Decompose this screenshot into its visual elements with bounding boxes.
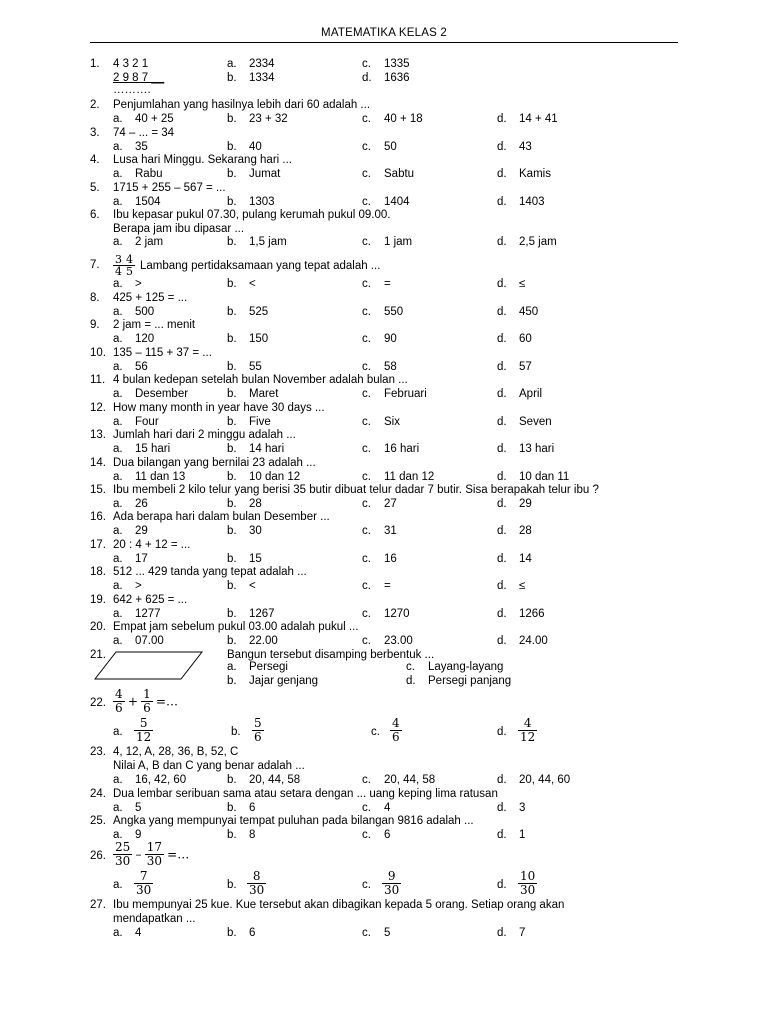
question (0, 593, 768, 607)
question-21-opts-row2 (0, 674, 768, 688)
option-b[interactable]: b. 1334 (227, 72, 275, 84)
option-a[interactable]: a. 07.00 (113, 635, 164, 647)
question-options (0, 195, 768, 209)
question-number: 24. (90, 788, 106, 800)
option-d[interactable]: d. Seven (497, 416, 552, 428)
question-21-opts-row1 (0, 660, 768, 674)
option-b[interactable]: b. 22.00 (227, 635, 278, 647)
option-b[interactable]: b. 8 (227, 829, 256, 841)
fraction: $\frac{1}{6}$ (143, 687, 151, 715)
question-number: 18. (90, 566, 106, 578)
option-a[interactable]: a. 15 hari (113, 443, 171, 455)
question-expression: $\frac{25}{30}$ – $\frac{17}{30}$ =… (115, 840, 190, 868)
option-a[interactable]: a. Rabu (113, 168, 163, 180)
option-b[interactable]: b. 525 (227, 306, 269, 318)
question (0, 538, 768, 552)
question-number: 5. (90, 182, 100, 194)
question-26-options (0, 870, 768, 900)
option-a[interactable]: a. 1504 (113, 196, 161, 208)
option-b[interactable]: b. 23 + 32 (227, 113, 288, 125)
option-a[interactable]: a. Four (113, 416, 159, 428)
option-a[interactable]: a. Persegi (227, 661, 288, 673)
question (0, 98, 768, 112)
question-text: 135 – 115 + 37 = ... (113, 347, 212, 359)
option-c[interactable]: c. 11 dan 12 (362, 471, 435, 483)
option-d[interactable]: d. Kamis (497, 168, 551, 180)
question-number: 13. (90, 429, 106, 441)
question-options (0, 634, 768, 648)
option-c[interactable]: $\frac{4}{6}$ (392, 716, 400, 744)
option-b[interactable]: b. Five (227, 416, 271, 428)
question-1 (0, 57, 768, 71)
option-a[interactable]: a. 4 (113, 927, 142, 939)
option-a-label[interactable]: a. (113, 879, 123, 891)
question-number: 15. (90, 484, 106, 496)
option-a[interactable]: a. 120 (113, 333, 155, 345)
question-options (0, 167, 768, 181)
question-number: 12. (90, 402, 106, 414)
option-d[interactable]: d. 14 (497, 553, 532, 565)
option-d[interactable]: d. 10 dan 11 (497, 471, 570, 483)
option-a[interactable]: a. 2 jam (113, 236, 164, 248)
option-c[interactable]: c. Layang-layang (406, 661, 504, 673)
option-d[interactable]: d. 28 (497, 525, 532, 537)
question-number: 7. (90, 259, 100, 271)
option-c[interactable]: c. 58 (362, 361, 397, 373)
question-number: 17. (90, 539, 106, 551)
question-text: Penjumlahan yang hasilnya lebih dari 60 adalah ... (113, 99, 371, 111)
option-d[interactable]: d. 1636 (362, 72, 410, 84)
question (0, 126, 768, 140)
question-text: 425 + 125 = ... (113, 292, 188, 304)
question-options (0, 773, 768, 787)
question-text: 4, 12, A, 28, 36, B, 52, C (113, 746, 239, 758)
option-c[interactable]: c. Sabtu (362, 168, 415, 180)
option-d[interactable]: d. 14 + 41 (497, 113, 558, 125)
option-a[interactable]: a. 26 (113, 498, 148, 510)
option-d[interactable]: d. 450 (497, 306, 539, 318)
question (0, 787, 768, 801)
answer-blank: ………. (113, 84, 151, 96)
question (0, 814, 768, 828)
question-options (0, 305, 768, 319)
question (0, 428, 768, 442)
option-a[interactable]: a. 5 (113, 802, 142, 814)
fraction: $\frac{3}{4}$ (115, 253, 122, 278)
question-text: 2 9 8 7 __ (113, 72, 165, 84)
question (0, 565, 768, 579)
option-d[interactable]: d. 13 hari (497, 443, 555, 455)
question (0, 483, 768, 497)
option-d[interactable]: $\frac{10}{30}$ (520, 869, 536, 897)
option-b[interactable]: b. 6 (227, 927, 256, 939)
question-number: 16. (90, 511, 106, 523)
option-d[interactable]: d. 60 (497, 333, 532, 345)
question-text: 20 : 4 + 12 = ... (113, 539, 191, 551)
option-c[interactable]: c. 20, 44, 58 (362, 774, 436, 786)
question-text: Ibu kepasar pukul 07.30, pulang kerumah pukul 09.00. (113, 209, 391, 221)
option-b[interactable]: b. < (227, 580, 256, 592)
option-c[interactable]: c. = (362, 278, 391, 290)
option-a[interactable]: a. 16, 42, 60 (113, 774, 187, 786)
option-c[interactable]: c. 1335 (362, 58, 410, 70)
question-number: 8. (90, 292, 100, 304)
question-number: 27. (90, 899, 106, 911)
question (0, 208, 768, 222)
question-26 (0, 841, 768, 871)
question-options (0, 112, 768, 126)
question-number: 10. (90, 347, 106, 359)
option-a[interactable]: a. > (113, 278, 142, 290)
question-text: How many month in year have 30 days ... (113, 402, 325, 414)
question-text: Nilai A, B dan C yang benar adalah ... (113, 760, 305, 772)
option-c-label[interactable]: c. (371, 726, 380, 738)
question-text: Ada berapa hari dalam bulan Desember ... (113, 511, 330, 523)
question (0, 401, 768, 415)
question-text: Ibu mempunyai 25 kue. Kue tersebut akan dibagikan kepada 5 orang. Setiap orang akan (113, 899, 565, 911)
option-c-label[interactable]: c. (362, 879, 371, 891)
question-text: 2 jam = ... menit (113, 319, 196, 331)
question-text: 512 ... 429 tanda yang tepat adalah ... (113, 566, 307, 578)
option-a[interactable]: a. 35 (113, 141, 148, 153)
option-c[interactable]: c. = (362, 580, 391, 592)
question-number: 9. (90, 319, 100, 331)
option-d[interactable]: d. 2,5 jam (497, 236, 557, 248)
question-options (0, 607, 768, 621)
question-options (0, 332, 768, 346)
option-d[interactable]: d. Persegi panjang (406, 675, 512, 687)
option-c[interactable]: c. 50 (362, 141, 397, 153)
question-options (0, 442, 768, 456)
option-a[interactable]: a. 11 dan 13 (113, 471, 186, 483)
option-d[interactable]: d. 20, 44, 60 (497, 774, 571, 786)
option-b[interactable]: b. 1303 (227, 196, 275, 208)
question-options (0, 387, 768, 401)
question-number: 4. (90, 154, 100, 166)
option-b[interactable]: b. < (227, 278, 256, 290)
question-options (0, 552, 768, 566)
question-options (0, 579, 768, 593)
option-c[interactable]: c. 31 (362, 525, 397, 537)
question-text: Jumlah hari dari 2 minggu adalah ... (113, 429, 296, 441)
option-d[interactable]: d. ≤ (497, 580, 526, 592)
option-c[interactable]: c. 1270 (362, 608, 410, 620)
option-c[interactable]: c. 1 jam (362, 236, 413, 248)
question-1-line3 (0, 83, 768, 97)
question-text: Dua lembar seribuan sama atau setara dengan ... uang keping lima ratusan (113, 788, 498, 800)
option-d[interactable]: d. 43 (497, 141, 532, 153)
option-a[interactable]: a. 1277 (113, 608, 161, 620)
option-b[interactable]: b. 14 hari (227, 443, 285, 455)
question-text: 74 – ... = 34 (113, 127, 175, 139)
question-number: 22. (90, 697, 106, 709)
question-27 (0, 898, 768, 912)
question-options (0, 277, 768, 291)
option-b[interactable]: $\frac{8}{30}$ (249, 869, 265, 897)
option-b[interactable]: b. 10 dan 12 (227, 471, 301, 483)
option-b[interactable]: b. 30 (227, 525, 262, 537)
option-d[interactable]: d. 1266 (497, 608, 545, 620)
question-number: 3. (90, 127, 100, 139)
option-a[interactable]: a. 29 (113, 525, 148, 537)
option-c[interactable]: $\frac{9}{30}$ (384, 869, 400, 897)
question (0, 253, 768, 278)
question-text: Lusa hari Minggu. Sekarang hari ... (113, 154, 292, 166)
option-a[interactable]: a. 500 (113, 306, 155, 318)
question-options (0, 524, 768, 538)
option-b[interactable]: b. 150 (227, 333, 269, 345)
option-b-label[interactable]: b. (231, 726, 241, 738)
question-text: Dua bilangan yang bernilai 23 adalah ... (113, 457, 316, 469)
question (0, 745, 768, 759)
question-22-options (0, 717, 768, 747)
option-a[interactable]: $\frac{5}{12}$ (136, 716, 152, 744)
question-text: Ibu membeli 2 kilo telur yang berisi 35 butir dibuat telur dadar 7 butir. Sisa berapakah telur ibu ? (113, 484, 599, 496)
option-d[interactable]: d. 7 (497, 927, 526, 939)
question-text: Berapa jam ibu dipasar ... (113, 223, 245, 235)
option-a[interactable]: a. 56 (113, 361, 148, 373)
question-text: 642 + 625 = ... (113, 594, 188, 606)
option-b[interactable]: b. 15 (227, 553, 262, 565)
question-number: 1. (90, 58, 100, 70)
question-number: 20. (90, 621, 106, 633)
question-text: 1715 + 255 – 567 = ... (113, 182, 226, 194)
option-c[interactable]: c. 4 (362, 802, 391, 814)
question-text: 4 bulan kedepan setelah bulan November adalah bulan ... (113, 374, 408, 386)
option-d[interactable]: d. ≤ (497, 278, 526, 290)
question-number: 19. (90, 594, 106, 606)
question-number: 25. (90, 815, 106, 827)
option-c[interactable]: c. 16 (362, 553, 397, 565)
option-c[interactable]: c. 5 (362, 927, 391, 939)
question (0, 620, 768, 634)
option-b[interactable]: b. Jajar genjang (227, 675, 319, 687)
option-b[interactable]: $\frac{5}{6}$ (254, 716, 262, 744)
option-a[interactable]: a. 40 + 25 (113, 113, 174, 125)
option-b[interactable]: b. 1267 (227, 608, 275, 620)
option-d[interactable]: $\frac{4}{12}$ (520, 716, 536, 744)
option-c[interactable]: c. 6 (362, 829, 391, 841)
question (0, 318, 768, 332)
option-a[interactable]: a. Desember (113, 388, 189, 400)
question-number: 2. (90, 99, 100, 111)
question-options (0, 415, 768, 429)
option-c[interactable]: c. 40 + 18 (362, 113, 423, 125)
option-a[interactable]: a. > (113, 580, 142, 592)
question-options (0, 801, 768, 815)
option-c[interactable]: c. 23.00 (362, 635, 413, 647)
question-number: 6. (90, 209, 100, 221)
question (0, 181, 768, 195)
question-options (0, 497, 768, 511)
option-c[interactable]: c. 27 (362, 498, 397, 510)
option-b[interactable]: b. 6 (227, 802, 256, 814)
option-d[interactable]: d. 1403 (497, 196, 545, 208)
question-text: Empat jam sebelum pukul 03.00 adalah pukul ... (113, 621, 359, 633)
option-c[interactable]: c. 1404 (362, 196, 410, 208)
question (0, 373, 768, 387)
question (0, 291, 768, 305)
option-b[interactable]: b. 20, 44, 58 (227, 774, 301, 786)
fraction: $\frac{25}{30}$ (115, 840, 131, 868)
option-d-label[interactable]: d. (497, 879, 507, 891)
question-text: $\frac{3}{4}$ $\frac{4}{5}$ Lambang pertidaksamaan yang tepat adalah ... (115, 253, 381, 278)
option-d[interactable]: d. 57 (497, 361, 532, 373)
question-22 (0, 688, 768, 718)
question-line2 (0, 222, 768, 236)
option-d-label[interactable]: d. (497, 726, 507, 738)
option-b[interactable]: b. 1,5 jam (227, 236, 287, 248)
option-d[interactable]: d. 24.00 (497, 635, 548, 647)
page-title: MATEMATIKA KELAS 2 (321, 27, 447, 39)
option-b[interactable]: b. 40 (227, 141, 262, 153)
option-a[interactable]: a. 2334 (227, 58, 275, 70)
question-number: 11. (90, 374, 106, 386)
question-number: 21. (90, 649, 106, 661)
option-d[interactable]: d. 29 (497, 498, 532, 510)
question-options (0, 235, 768, 249)
question-text: 4 3 2 1 (113, 58, 149, 70)
option-c[interactable]: c. 90 (362, 333, 397, 345)
option-a[interactable]: $\frac{7}{30}$ (136, 869, 152, 897)
question-options (0, 470, 768, 484)
option-b[interactable]: b. Jumat (227, 168, 281, 180)
option-d[interactable]: d. 1 (497, 829, 526, 841)
question-line2 (0, 759, 768, 773)
option-c[interactable]: c. 16 hari (362, 443, 420, 455)
option-b[interactable]: b. Maret (227, 388, 279, 400)
option-d[interactable]: d. 3 (497, 802, 526, 814)
option-a-label[interactable]: a. (113, 726, 123, 738)
fraction: $\frac{4}{6}$ (115, 687, 123, 715)
option-b-label[interactable]: b. (227, 879, 237, 891)
question-27-line2 (0, 912, 768, 926)
question (0, 510, 768, 524)
question (0, 346, 768, 360)
question-text: mendapatkan ... (113, 913, 196, 925)
question-options (0, 360, 768, 374)
option-b[interactable]: b. 28 (227, 498, 262, 510)
option-c[interactable]: c. 550 (362, 306, 404, 318)
option-c[interactable]: c. Six (362, 416, 400, 428)
question-text: Bangun tersebut disamping berbentuk ... (227, 649, 435, 661)
option-d[interactable]: d. April (497, 388, 543, 400)
question (0, 153, 768, 167)
question-27-options (0, 926, 768, 940)
option-b[interactable]: b. 55 (227, 361, 262, 373)
question-number: 23. (90, 746, 106, 758)
fraction: $\frac{17}{30}$ (146, 840, 162, 868)
question-options (0, 140, 768, 154)
question-number: 26. (90, 850, 106, 862)
option-c[interactable]: c. Februari (362, 388, 427, 400)
question (0, 456, 768, 470)
question-text: Angka yang mempunyai tempat puluhan pada bilangan 9816 adalah ... (113, 815, 474, 827)
option-a[interactable]: a. 9 (113, 829, 142, 841)
fraction: $\frac{4}{5}$ (126, 253, 133, 278)
option-a[interactable]: a. 17 (113, 553, 148, 565)
question-number: 14. (90, 457, 106, 469)
question-expression: $\frac{4}{6}$ + $\frac{1}{6}$ =… (115, 687, 179, 715)
